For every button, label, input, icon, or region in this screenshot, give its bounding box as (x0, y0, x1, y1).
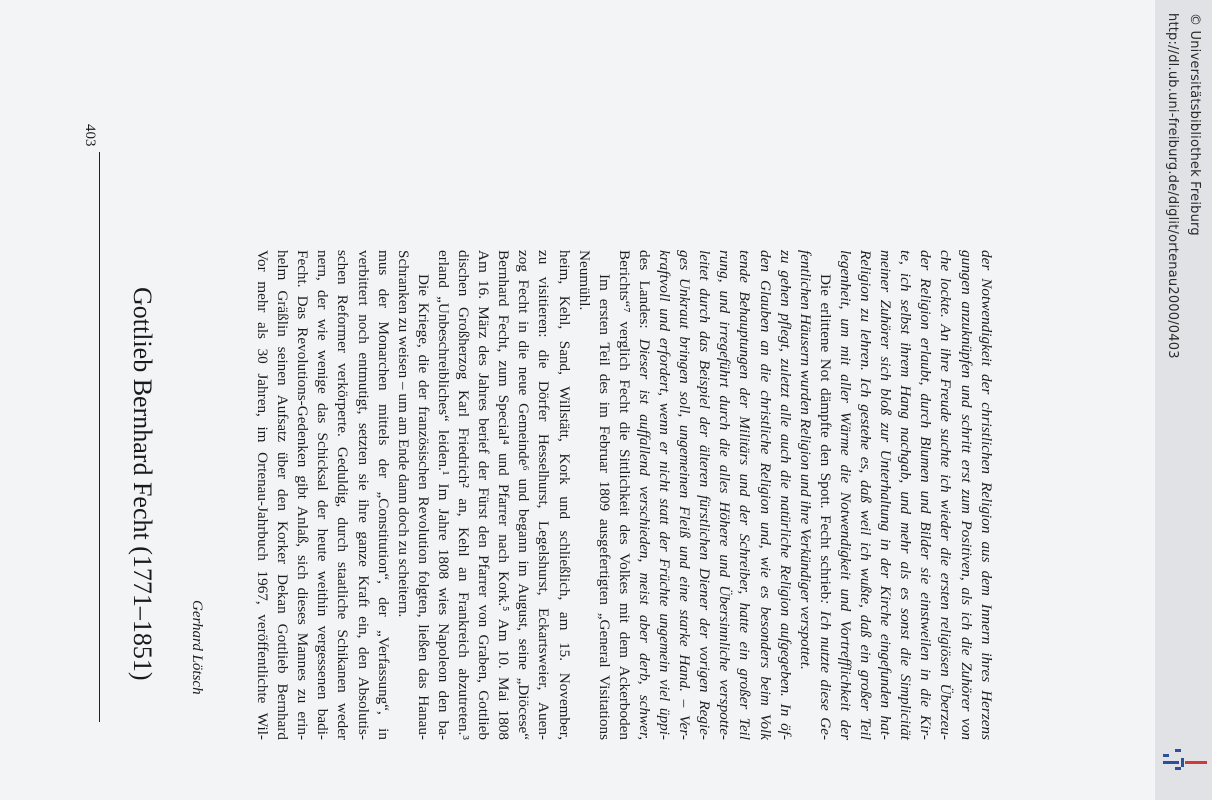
body-line: tende Behauptungen der Militärs und der Schreiber, hatte ein großer Teil (736, 250, 754, 740)
body-line: dischen Großherzog Karl Friedrich² an, Kehl an Frankreich abzutreten.³ (455, 250, 472, 740)
library-sidebar (1155, 0, 1212, 800)
body-line: heim, Kehl, Sand, Willstätt, Kork und schließlich, am 15. November, (555, 250, 573, 740)
body-line: helm Gräßlin seinen Aufsatz über den Korker Dekan Gottlieb Bernhard (274, 250, 292, 740)
body-line: Die erlittene Not dämpfte den Spott. Fecht schrieb: Ich nutzte diese Ge- (816, 274, 834, 740)
logo-bar (1175, 767, 1181, 770)
body-line: den Glauben an die christliche Religion und, wie es besonders beim Volk (756, 250, 774, 740)
article-author: Gerhard Lötsch (189, 600, 205, 695)
body-line: Am 16. März des Jahres berief der Fürst den Pfarrer von Graben, Gottlieb (475, 250, 493, 740)
body-line: Religion zu lehren. Ich gestehe es, daß weil ich wußte, daß ein großer Teil (857, 250, 874, 740)
body-line: leitet durch das Beispiel der älteren fürstlichen Diener der vorigen Regie- (696, 250, 714, 740)
body-line: Bernhard Fecht, zum Special⁴ und Pfarrer nach Kork.⁵ Am 10. Mai 1808 (495, 250, 513, 740)
body-line: nern, der wie wenige das Schicksal der heute weithin vergessenen badi- (314, 250, 332, 740)
body-line: zu visitieren: die Dörfer Hesselhurst, Legelshurst, Eckartsweier, Auen- (535, 250, 553, 740)
article-title: Gottlieb Bernhard Fecht (1771–1851) (128, 287, 157, 681)
logo-bar (1175, 749, 1181, 752)
body-line: Berichts“⁷ verglich Fecht die Sittlichkeit des Volkes mit dem Ackerboden (615, 250, 633, 740)
logo-bar (1181, 758, 1184, 767)
body-line: legenheit, um mit aller Wärme die Notwendigkeit und Vortrefflichkeit der (836, 250, 854, 740)
body-line: erland „Unbeschreibliches“ leiden.¹ Im Jahre 1808 wies Napoleon den ba- (434, 250, 452, 740)
body-line: kraftvoll und erfordert, wenn er nicht statt der Früchte ungemein viel üppi- (656, 250, 673, 740)
logo-bar (1185, 761, 1207, 764)
body-line: Neumühl. (575, 250, 593, 311)
body-line: verbittert noch entmutigt, setzten sie ihre ganze Kraft ein, den Absolutis- (354, 250, 372, 740)
copyright-notice: © Universitätsbibliothek Freiburg (1187, 13, 1202, 236)
body-line: schen Reformer verkörperte. Geduldig, durch staatliche Schikanen weder (334, 250, 352, 740)
header-rule (99, 152, 100, 722)
body-line: der Notwendigkeit der christlichen Religion aus dem Innern ihres Herzens (977, 250, 995, 740)
body-line: Schranken zu weisen – um am Ende dann doch zu scheitern. (394, 250, 412, 618)
body-line: zog Fecht in die neue Gemeinde⁶ und begann im August, seine „Diöcese“ (515, 250, 533, 740)
page-number: 403 (82, 124, 98, 147)
university-library-logo-icon (1163, 748, 1207, 776)
body-line: rung, und irregeführt durch die alles Höhere und Übersinnliche verspotte- (716, 250, 734, 740)
body-line: te, ich selbst ihrem Hang nachgab, und mehr als es sonst die Simplicität (897, 250, 915, 740)
body-line: Die Kriege, die der französischen Revolution folgten, ließen das Hanau- (414, 274, 432, 740)
body-line: mus der Monarchen mittels der „Constitution“, der „Verfassung“, in (374, 250, 392, 740)
body-line: Im ersten Teil des im Februar 1809 ausgefertigten „General Visitations (595, 274, 613, 740)
body-line: Fecht. Das Revolutions-Gedenken gibt Anlaß, sich dieses Mannes zu erin- (294, 250, 312, 740)
body-line: der Religion erlaubt, durch Blumen und Bilder sie einstweilen in die Kir- (917, 250, 935, 740)
body-line: che lockte. An ihre Freude suchte ich wieder die ersten religiösen Überzeu- (937, 250, 955, 740)
document-url[interactable]: http://dl.ub.uni-freiburg.de/diglit/ortenau2000/0403 (1165, 13, 1180, 359)
body-line: gungen anzuknüpfen und schritt erst zum Positiven, als ich die Zuhörer von (957, 250, 975, 740)
body-line: meiner Zuhörer sich bloß zur Unterhaltung in der Kirche eingefunden hat- (877, 250, 895, 740)
body-line: Vor mehr als 30 Jahren, im Ortenau-Jahrbuch 1967, veröffentlichte Wil- (254, 250, 271, 740)
body-line: des Landes: Dieser ist auffallend verschieden, meist aber derb, schwer, (635, 250, 653, 740)
body-line: ges Unkraut bringen soll, ungemeinen Fleiß und eine starke Hand. – Ver- (676, 250, 694, 740)
body-line: fentlichen Häusern wurden Religion und ihre Verkündiger verspottet. (796, 250, 814, 670)
logo-bar (1163, 761, 1179, 764)
body-line: zu gehen pflegt, zuletzt alle auch die natürliche Religion aufgegeben. In öf- (776, 250, 794, 740)
logo-bar (1163, 754, 1169, 757)
